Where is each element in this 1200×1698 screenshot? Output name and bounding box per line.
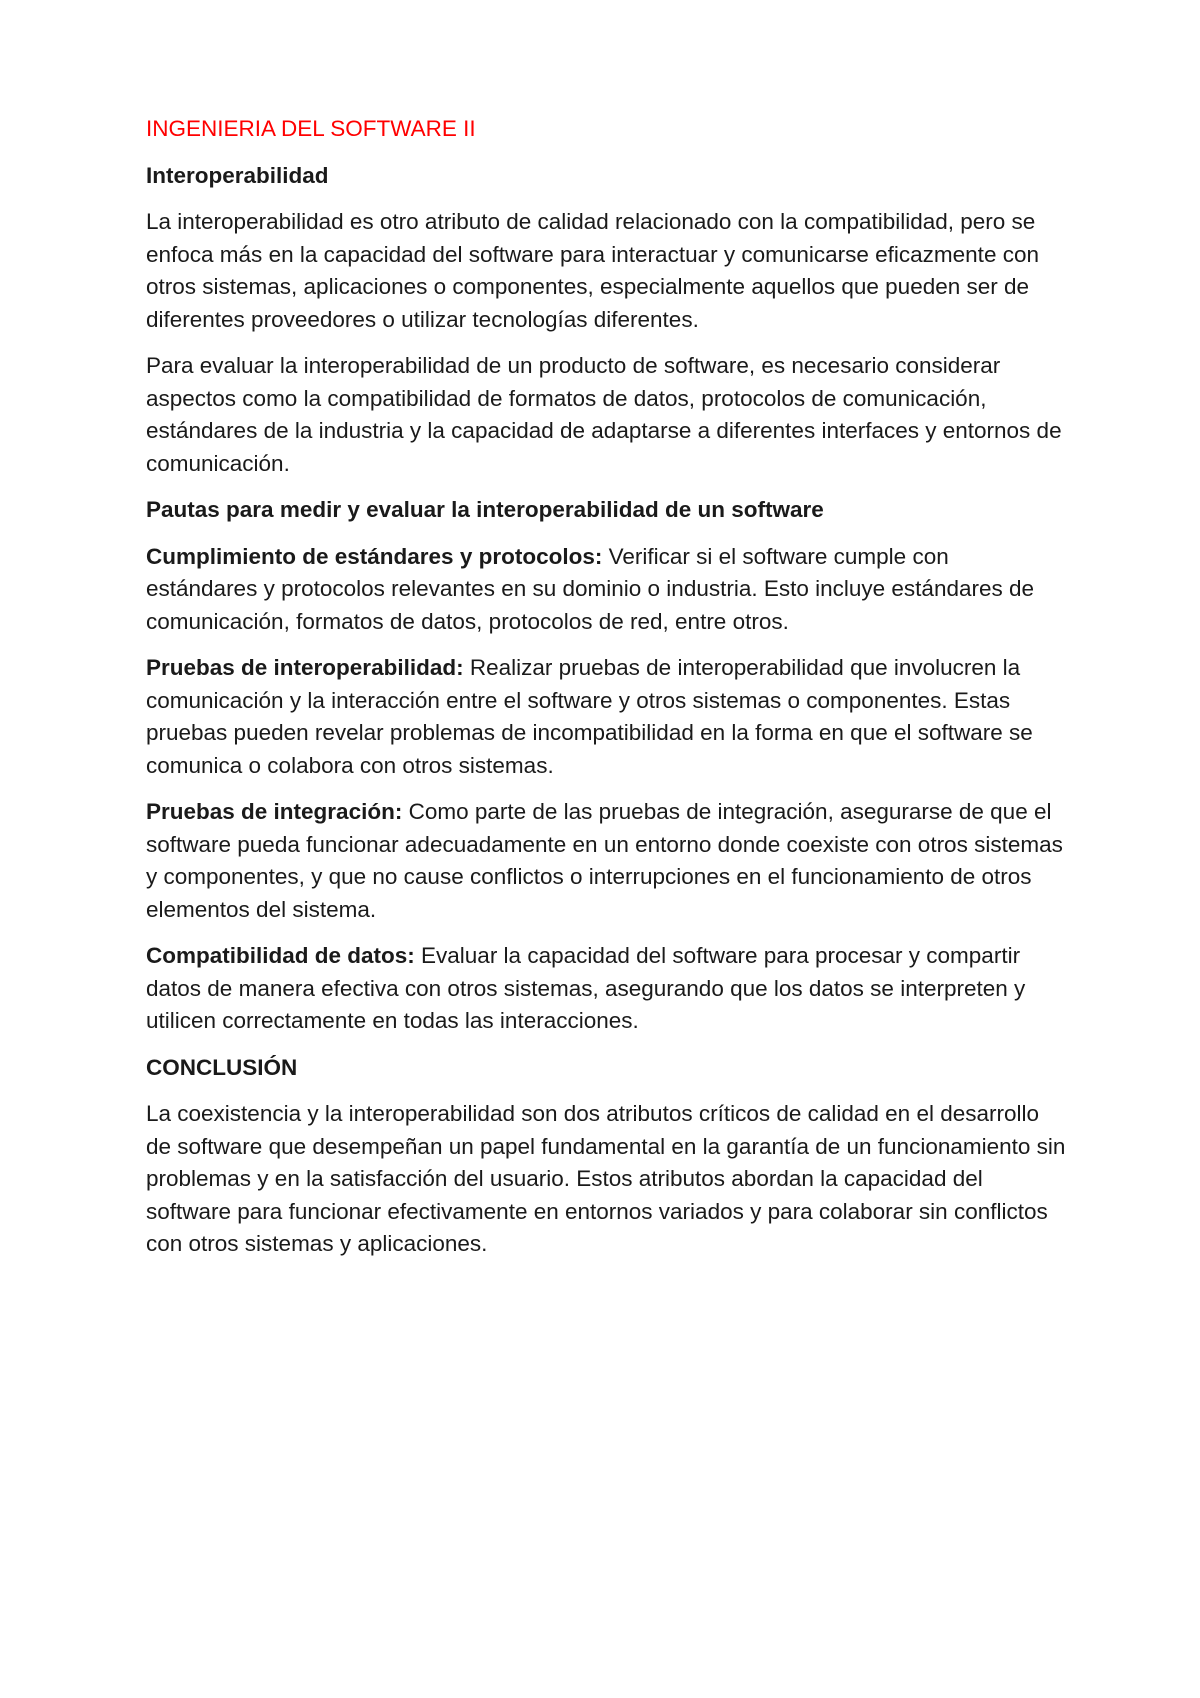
paragraph: La interoperabilidad es otro atributo de calidad relacionado con la compatibilidad, pero se enfoca más en la capacidad del software para interactuar y comunicarse eficazmente con otros sistemas, aplicaciones o componentes, especialmente aquellos que pueden ser de diferentes proveedores o utilizar tecnologías diferentes. [146,209,1039,332]
section-heading-pautas: Pautas para medir y evaluar la interoperabilidad de un software [146,497,824,522]
document-title: INGENIERIA DEL SOFTWARE II [146,116,476,141]
conclusion-paragraph: La coexistencia y la interoperabilidad son dos atributos críticos de calidad en el desarrollo de software que desempeñan un papel fundamental en la garantía de un funcionamiento sin problemas y en la satisfacción del usuario. Estos atributos abordan la capacidad del software para funcionar efectivamente en entornos variados y para colaborar sin conflictos con otros sistemas y aplicaciones. [146,1101,1066,1256]
guideline-lead: Cumplimiento de estándares y protocolos: [146,543,603,569]
guideline-item [146,940,1066,1038]
guideline-text: Realizar pruebas de interoperabilidad que involucren la comunicación y la interacción entre el software y otros sistemas o componentes. Estas pruebas pueden revelar problemas de incompatibilidad en la forma en que el software se comunica o colabora con otros sistemas. [146,655,1033,778]
guideline-lead: Compatibilidad de datos: [146,943,415,968]
document-body [146,113,1066,1275]
guideline-text: Evaluar la capacidad del software para procesar y compartir datos de manera efectiva con otros sistemas, asegurando que los datos se interpreten y utilicen correctamente en todas las interacciones. [146,943,1026,1033]
guideline-item [146,796,1066,926]
guideline-item [146,541,1066,639]
guideline-lead: Pruebas de integración: [146,799,403,824]
guideline-item [146,652,1066,782]
section-heading-interoperabilidad: Interoperabilidad [146,162,329,188]
guideline-text: Verificar si el software cumple con estándares y protocolos relevantes en su dominio o industria. Esto incluye estándares de comunicación, formatos de datos, protocolos de red, entre otros. [146,543,1035,634]
section-heading-conclusion: CONCLUSIÓN [146,1054,298,1080]
guideline-text: Como parte de las pruebas de integración, asegurarse de que el software pueda funcionar adecuadamente en un entorno donde coexiste con otros sistemas y componentes, y que no cause conflictos o interrupciones en el funcionamiento de otros elementos del sistema. [146,799,1063,922]
paragraph: Para evaluar la interoperabilidad de un producto de software, es necesario considerar aspectos como la compatibilidad de formatos de datos, protocolos de comunicación, estándares de la industria y la capacidad de adaptarse a diferentes interfaces y entornos de comunicación. [146,353,1062,476]
guideline-lead: Pruebas de interoperabilidad: [146,655,464,680]
